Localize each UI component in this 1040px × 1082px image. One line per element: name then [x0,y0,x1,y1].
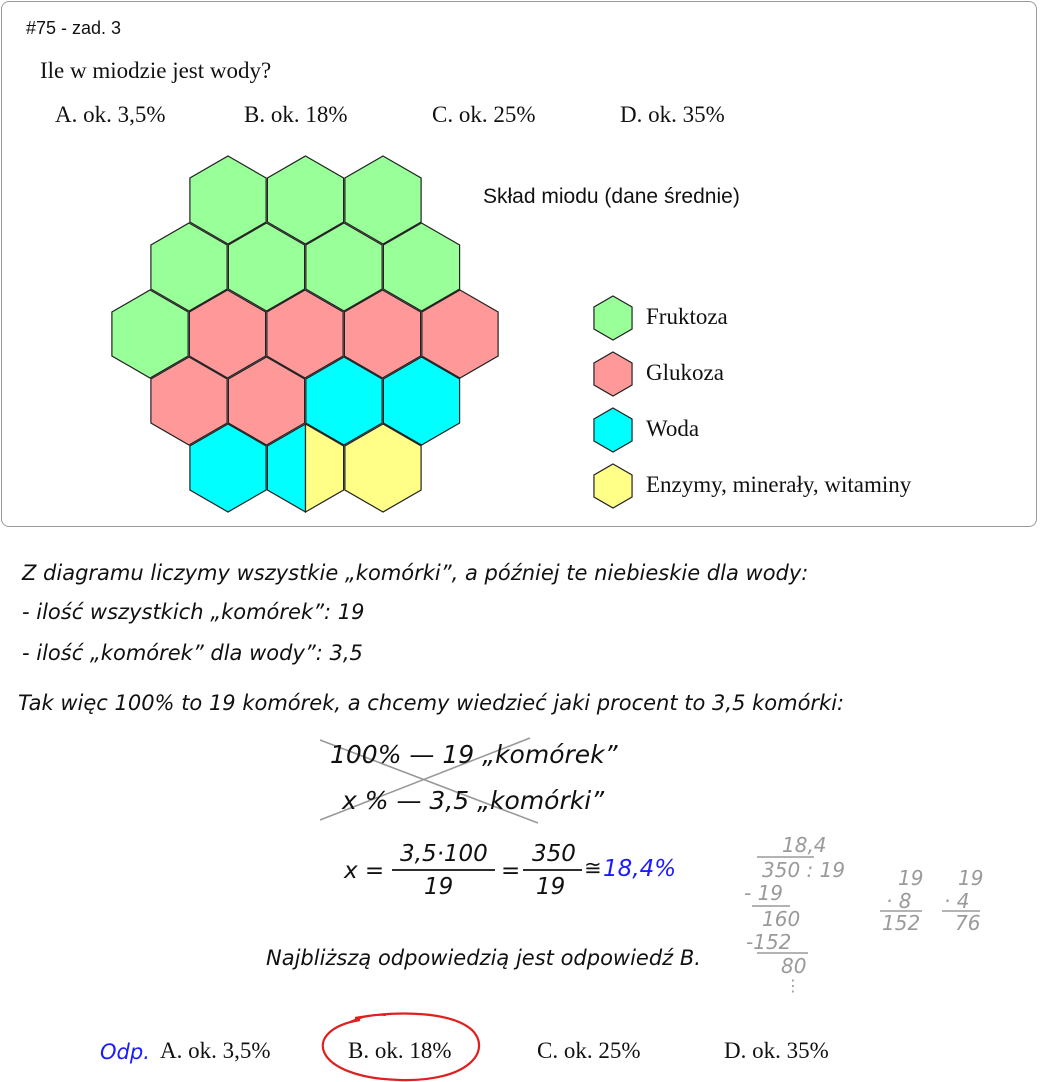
task-id: #75 - zad. 3 [26,18,122,38]
answer-option-a: A. ok. 3,5% [160,1038,271,1063]
legend-label-enzymy: Enzymy, minerały, witaminy [646,472,912,497]
equation-approx: ≅ [584,856,602,880]
proportion-line-2: x % — 3,5 „komórki” [342,786,605,815]
side-division: 350 : 19 [762,858,846,882]
option-b: B. ok. 18% [244,102,348,127]
legend-swatch-glukoza [594,352,632,396]
mult1-top: 19 [898,866,924,890]
mult1-result: 152 [882,911,921,935]
solution-line-4: Tak więc 100% to 19 komórek, a chcemy wiedzieć jaki procent to 3,5 komórki: [18,691,845,715]
legend-swatch-fruktoza [594,296,632,340]
mult2-top: 19 [958,866,984,890]
option-a: A. ok. 3,5% [55,102,166,127]
answer-prefix: Odp. [100,1040,150,1064]
legend-label-woda: Woda [646,416,700,441]
side-remainder-2: 80 [781,954,807,978]
option-d: D. ok. 35% [620,102,725,127]
mult1-multiplier: · 8 [886,889,912,913]
equation-denominator-1: 19 [424,874,454,900]
question-text: Ile w miodzie jest wody? [40,58,272,83]
equation-numerator-1: 3,5·100 [400,841,488,867]
side-subtract-1: - 19 [744,881,784,905]
equation-x: x = [344,858,385,884]
diagram-title: Skład miodu (dane średnie) [483,185,740,208]
proportion-line-1: 100% — 19 „komórek” [330,740,618,769]
answer-option-b: B. ok. 18% [348,1038,452,1063]
answer-option-c: C. ok. 25% [537,1038,641,1063]
equation-result: 18,4% [603,856,677,882]
side-remainder-1: 160 [762,907,801,931]
conclusion-text: Najbliższą odpowiedzią jest odpowiedź B. [266,946,701,970]
side-dots: ⋮ [785,976,801,995]
legend-swatch-enzymy [594,464,632,508]
equation-equals: = [501,858,521,884]
legend-swatch-woda [594,408,632,452]
side-quotient: 18,4 [782,833,827,857]
mult2-result: 76 [955,911,981,935]
solution-line-1: Z diagramu liczymy wszystkie „komórki”, a później te niebieskie dla wody: [22,561,809,585]
answer-option-d: D. ok. 35% [724,1038,829,1063]
legend-label-fruktoza: Fruktoza [646,304,728,329]
solution-line-3: - ilość „komórek” dla wody”: 3,5 [22,641,363,665]
equation-numerator-2: 350 [532,841,576,867]
mult2-multiplier: · 4 [944,889,970,913]
option-c: C. ok. 25% [432,102,536,127]
solution-line-2: - ilość wszystkich „komórek”: 19 [22,600,365,624]
equation-denominator-2: 19 [536,874,566,900]
legend-label-glukoza: Glukoza [646,360,724,385]
side-subtract-2: -152 [746,930,792,954]
